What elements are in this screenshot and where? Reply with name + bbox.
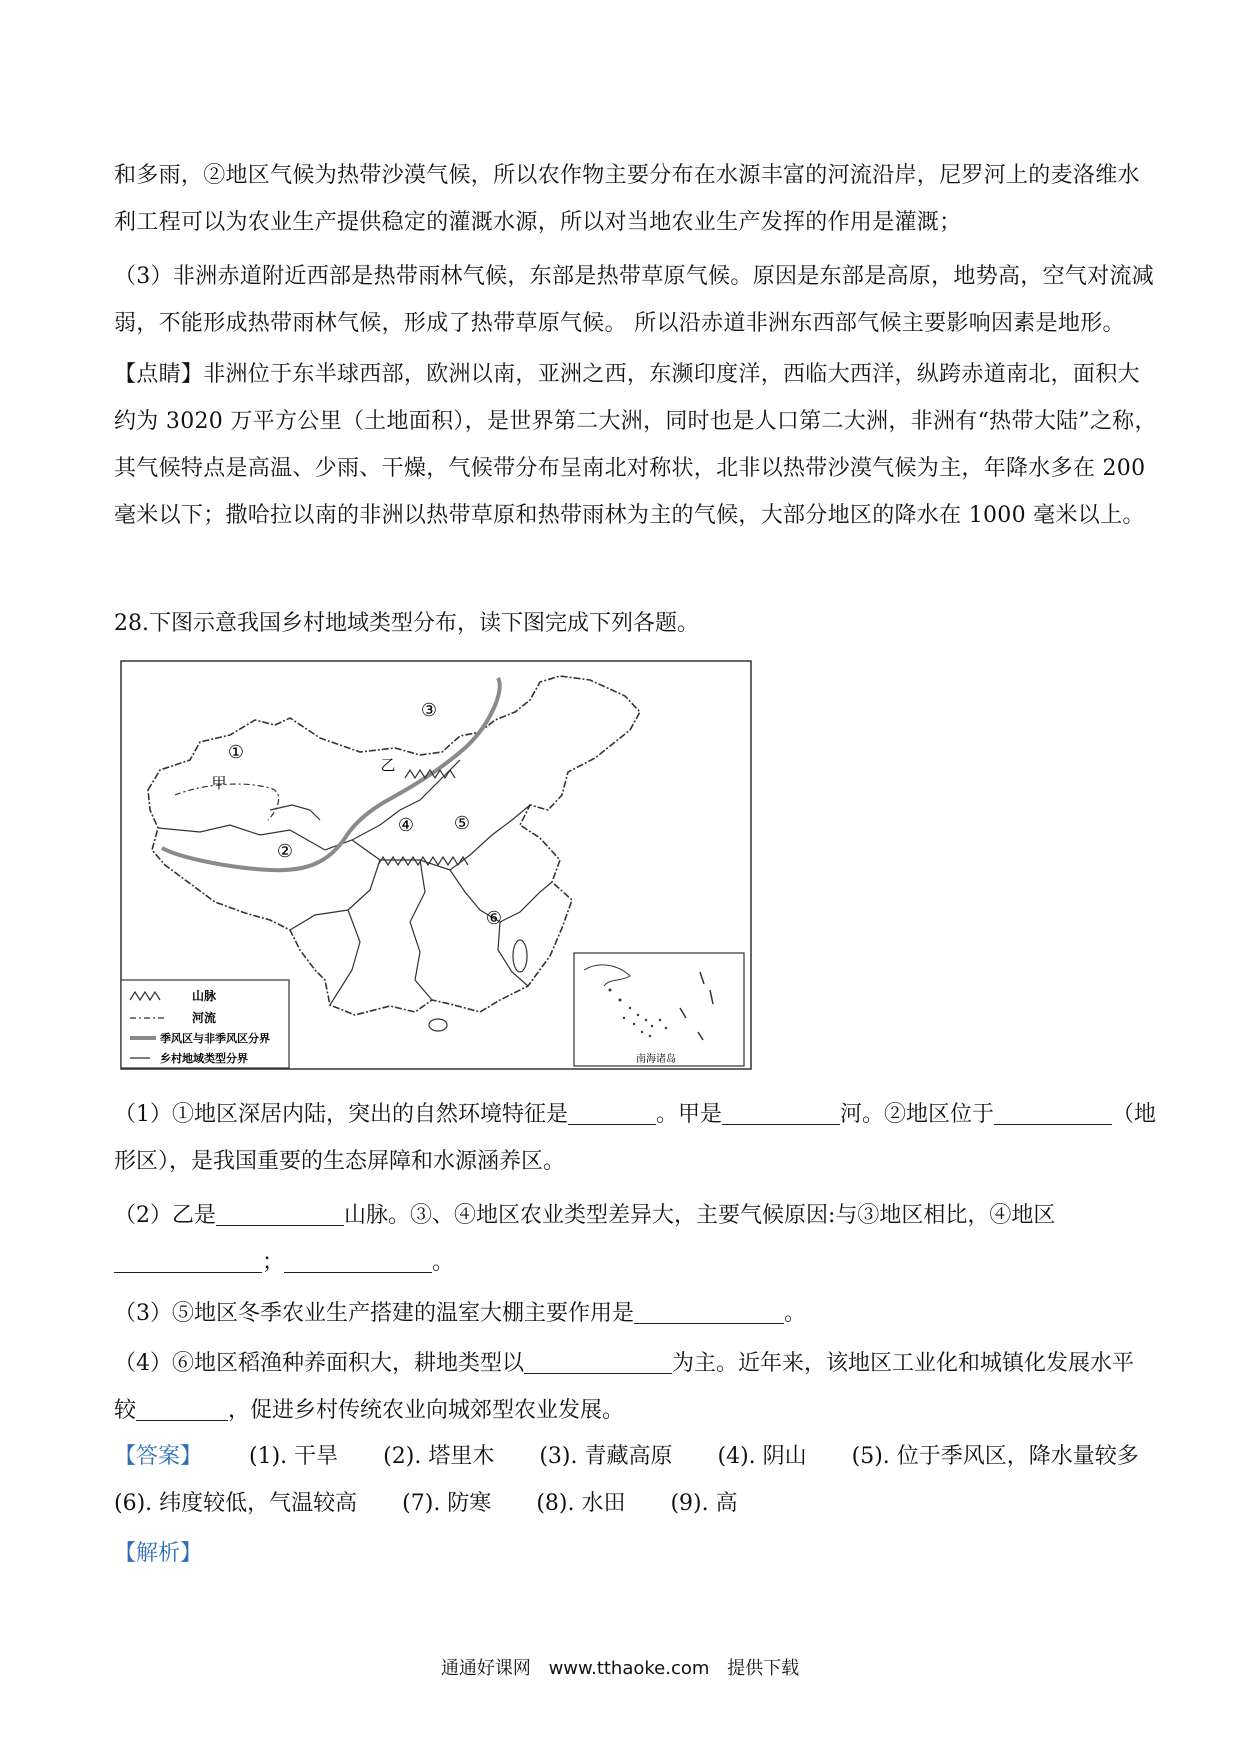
text-line: 其气候特点是高温、少雨、干燥，气候带分布呈南北对称状，北非以热带沙漠气候为主，年降水多在 200 bbox=[114, 456, 1146, 481]
answer-blank[interactable] bbox=[114, 1248, 262, 1273]
text: （地 bbox=[1112, 1102, 1157, 1127]
region-label-4: ④ bbox=[397, 815, 415, 836]
answer-item: (4). 阴山 bbox=[717, 1444, 807, 1469]
answer-blank[interactable] bbox=[722, 1100, 840, 1125]
question-28-title: 28.下图示意我国乡村地域类型分布，读下图完成下列各题。 bbox=[114, 611, 699, 636]
answer-item: (9). 高 bbox=[670, 1491, 738, 1516]
region-label-2: ② bbox=[276, 841, 294, 862]
text-line: 【点睛】非洲位于东半球西部，欧洲以南，亚洲之西，东濒印度洋，西临大西洋，纵跨赤道南北，面积大 bbox=[114, 362, 1140, 387]
footer-note: 提供下载 bbox=[727, 1658, 800, 1679]
legend-mountain-label: 山脉 bbox=[192, 989, 217, 1003]
text-line: 利工程可以为农业生产提供稳定的灌溉水源，所以对当地农业生产发挥的作用是灌溉； bbox=[114, 210, 962, 235]
answer-item: (3). 青藏高原 bbox=[539, 1444, 673, 1469]
answer-blank[interactable] bbox=[568, 1100, 656, 1125]
text: 山脉。③、④地区农业类型差异大，主要气候原因:与③地区相比，④地区 bbox=[344, 1203, 1056, 1228]
text: 。甲是 bbox=[656, 1102, 723, 1127]
answer-blank[interactable] bbox=[216, 1201, 344, 1226]
text: （2）乙是 bbox=[114, 1203, 216, 1228]
text-line: 弱，不能形成热带雨林气候，形成了热带草原气候。 所以沿赤道非洲东西部气候主要影响因素是地形。 bbox=[114, 311, 1125, 336]
text: （1）①地区深居内陆，突出的自然环境特征是 bbox=[114, 1102, 568, 1127]
text-line: 毫米以下；撒哈拉以南的非洲以热带草原和热带雨林为主的气候，大部分地区的降水在 1000 毫米以上。 bbox=[114, 503, 1145, 528]
sub-question-2 bbox=[114, 1192, 1126, 1286]
china-rural-region-map bbox=[120, 660, 752, 1070]
answer-blank[interactable] bbox=[524, 1349, 672, 1374]
text: 为主。近年来，该地区工业化和城镇化发展水平 bbox=[672, 1351, 1135, 1376]
answer-blank[interactable] bbox=[136, 1396, 228, 1421]
answer-item: (7). 防寒 bbox=[402, 1491, 492, 1516]
answer-section bbox=[114, 1433, 1139, 1527]
text: 。 bbox=[432, 1250, 455, 1275]
answer-blank[interactable] bbox=[284, 1248, 432, 1273]
answer-blank[interactable] bbox=[634, 1299, 784, 1324]
text: 。 bbox=[784, 1301, 807, 1326]
footer-site: 通通好课网 bbox=[440, 1658, 531, 1679]
text: ，促进乡村传统农业向城郊型农业发展。 bbox=[228, 1398, 625, 1423]
sub-question-3 bbox=[114, 1290, 1126, 1337]
text-line: 约为 3020 万平方公里（土地面积），是世界第二大洲，同时也是人口第二大洲，非洲有“热带大陆”之称， bbox=[114, 409, 1157, 434]
text: ； bbox=[262, 1250, 285, 1275]
paragraph-dianjing bbox=[114, 351, 1157, 539]
inset-label: 南海诸岛 bbox=[636, 1054, 676, 1065]
answer-item: (8). 水田 bbox=[536, 1491, 626, 1516]
label-yi: 乙 bbox=[380, 756, 396, 774]
legend-boundary-label: 乡村地域类型分界 bbox=[160, 1052, 248, 1065]
answer-item: (6). 纬度较低，气温较高 bbox=[114, 1491, 358, 1516]
answer-item: (1). 干旱 bbox=[249, 1444, 339, 1469]
text: 较 bbox=[114, 1398, 137, 1423]
region-label-1: ① bbox=[227, 742, 245, 763]
text-line: （3）非洲赤道附近西部是热带雨林气候，东部是热带草原气候。原因是东部是高原，地势高，空气对流减 bbox=[114, 264, 1155, 289]
answer-item: (2). 塔里木 bbox=[383, 1444, 495, 1469]
text-line: 形区），是我国重要的生态屏障和水源涵养区。 bbox=[114, 1149, 566, 1174]
region-label-6: ⑥ bbox=[485, 908, 503, 929]
legend-monsoon-label: 季风区与非季风区分界 bbox=[160, 1032, 270, 1045]
answer-blank[interactable] bbox=[994, 1100, 1112, 1125]
region-label-5: ⑤ bbox=[453, 813, 471, 834]
page-footer bbox=[0, 1654, 1240, 1680]
sub-question-1 bbox=[114, 1091, 1157, 1185]
text: （4）⑥地区稻渔种养面积大，耕地类型以 bbox=[114, 1351, 524, 1376]
text-line: 和多雨，②地区气候为热带沙漠气候，所以农作物主要分布在水源丰富的河流沿岸，尼罗河上的麦洛维水 bbox=[114, 163, 1140, 188]
analysis-label: 【解析】 bbox=[114, 1541, 203, 1566]
text: （3）⑤地区冬季农业生产搭建的温室大棚主要作用是 bbox=[114, 1301, 634, 1326]
south-china-sea-inset bbox=[574, 953, 744, 1066]
sub-question-4 bbox=[114, 1340, 1135, 1434]
paragraph-part-3 bbox=[114, 253, 1155, 347]
paragraph-answer-continued bbox=[114, 152, 1140, 246]
answer-item: (5). 位于季风区，降水量较多 bbox=[851, 1444, 1139, 1469]
text: 河。②地区位于 bbox=[840, 1102, 995, 1127]
region-label-3: ③ bbox=[420, 700, 438, 721]
label-jia: 甲 bbox=[211, 774, 227, 792]
footer-url[interactable]: www.tthaoke.com bbox=[548, 1658, 710, 1679]
legend-river-label: 河流 bbox=[192, 1011, 217, 1025]
answer-label: 【答案】 bbox=[114, 1444, 203, 1469]
